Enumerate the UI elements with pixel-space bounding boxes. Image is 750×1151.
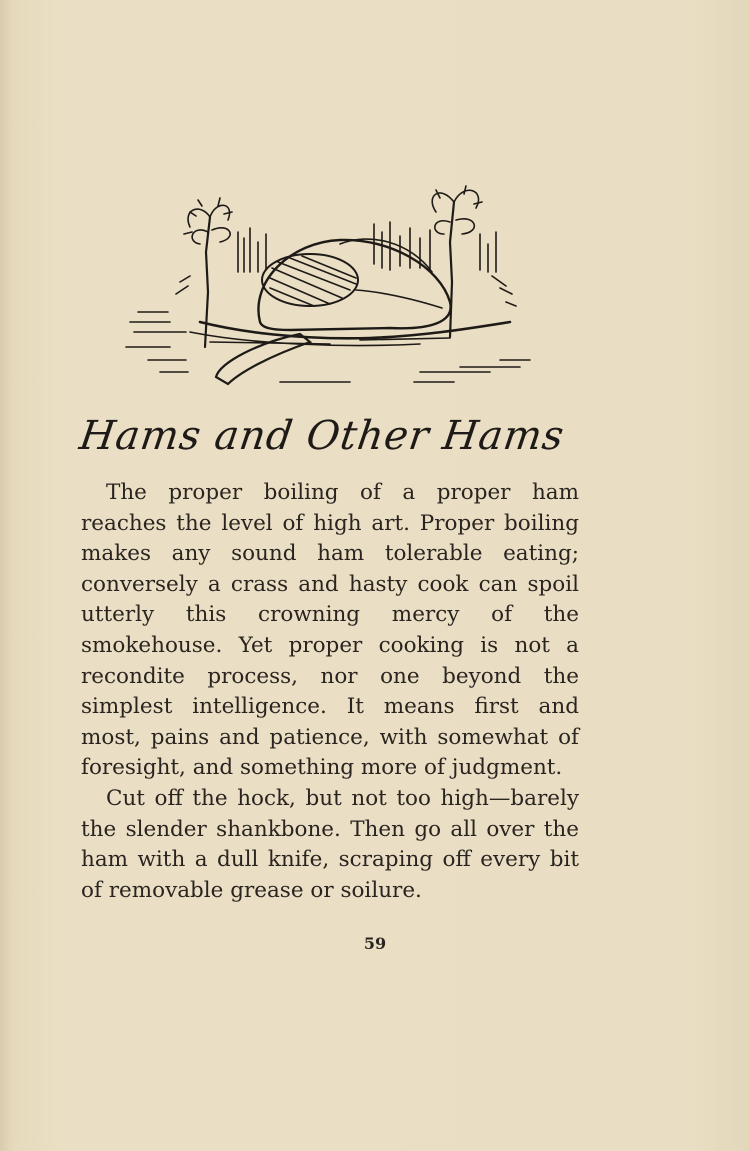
page-number: 59 [363,934,387,953]
paragraph: Cut off the hock, but not too high—barely the slender shankbone. Then go all over the ham with a dull knife, scraping off every bit of removable grease or soilure. [81,785,579,903]
body-text [81,478,579,906]
paragraph: The proper boiling of a proper ham reaches the level of high art. Proper boiling makes any sound ham tolerable eating; conversely a crass and hasty cook can spoil utterly this crowning mercy of the smokehouse. Yet proper cooking is not a recondite process, nor one beyond the simplest intelligence. It means first and most, pains and patience, with somewhat of foresight, and something more of judgment. [81,480,579,781]
chapter-heading: Hams and Other Hams [76,413,568,459]
ham-vignette-illustration [120,172,560,407]
